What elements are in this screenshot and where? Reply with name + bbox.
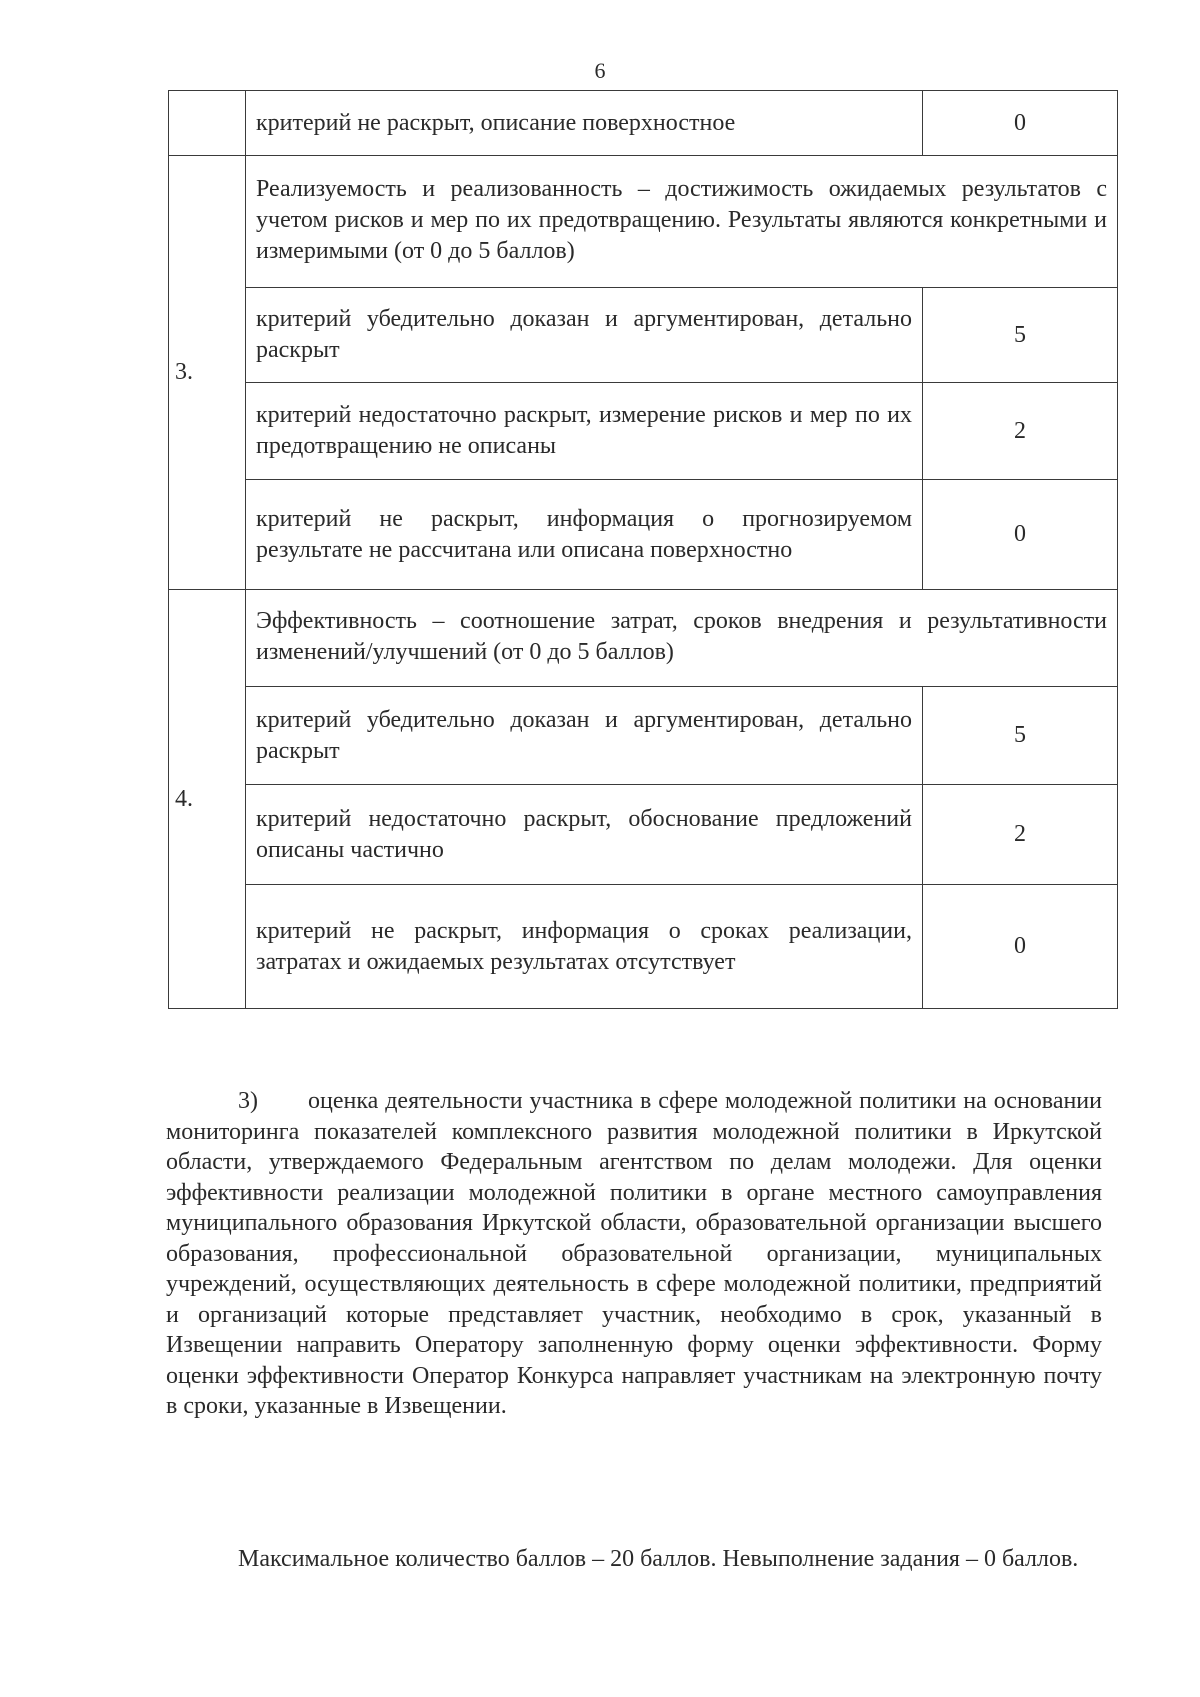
- criterion-description: критерий недостаточно раскрыт, обоснование предложений описаны частично: [246, 785, 923, 885]
- page-number: 6: [594, 58, 606, 83]
- criterion-score: 2: [923, 383, 1118, 480]
- criterion-description: критерий не раскрыт, описание поверхностное: [246, 91, 923, 156]
- table-row: [169, 156, 1118, 288]
- criterion-header: Эффективность – соотношение затрат, сроков внедрения и результативности изменений/улучшений (от 0 до 5 баллов): [246, 590, 1118, 687]
- table-row: [169, 687, 1118, 785]
- paragraph-max-score: Максимальное количество баллов – 20 баллов. Невыполнение задания – 0 баллов.: [238, 1546, 1079, 1572]
- table-row: [169, 383, 1118, 480]
- criterion-description: критерий убедительно доказан и аргументирован, детально раскрыт: [246, 687, 923, 785]
- table-row: [169, 288, 1118, 383]
- criterion-description: критерий не раскрыт, информация о прогнозируемом результате не рассчитана или описана поверхностно: [246, 480, 923, 590]
- paragraph-item-3: [166, 1086, 1102, 1422]
- criterion-score: 5: [923, 687, 1118, 785]
- table-row: [169, 590, 1118, 687]
- criterion-score: 0: [923, 91, 1118, 156]
- criterion-score: 2: [923, 785, 1118, 885]
- criterion-score: 0: [923, 885, 1118, 1009]
- criterion-description: критерий недостаточно раскрыт, измерение рисков и мер по их предотвращению не описаны: [246, 383, 923, 480]
- criterion-description: критерий не раскрыт, информация о сроках реализации, затратах и ожидаемых результатах отсутствует: [246, 885, 923, 1009]
- criteria-table: [168, 90, 1118, 1009]
- criterion-score: 5: [923, 288, 1118, 383]
- criterion-header: Реализуемость и реализованность – достижимость ожидаемых результатов с учетом рисков и мер по их предотвращению. Результаты являются конкретными и измеримыми (от 0 до 5 баллов): [246, 156, 1118, 288]
- table-row: [169, 785, 1118, 885]
- criterion-score: 0: [923, 480, 1118, 590]
- criterion-number-cell: [169, 91, 246, 156]
- criterion-number: 4.: [169, 590, 246, 1009]
- criterion-number: 3.: [169, 156, 246, 590]
- list-item-number: 3): [238, 1088, 258, 1114]
- table-row: [169, 480, 1118, 590]
- table-row: [169, 91, 1118, 156]
- table-row: [169, 885, 1118, 1009]
- paragraph-text: оценка деятельности участника в сфере молодежной политики на основании мониторинга показателей комплексного развития молодежной политики в Иркутской области, утверждаемого Федеральным агентством по делам молодежи. Для оценки эффективности реализации молодежной политики в органе местного самоуправления муниципального образования Иркутской области, образовательной организации высшего образования, профессиональной образовательной организации, муниципальных учреждений, осуществляющих деятельность в сфере молодежной политики, предприятий и организаций которые представляет участник, необходимо в срок, указанный в Извещении направить Оператору заполненную форму оценки эффективности. Форму оценки эффективности Оператор Конкурса направляет участникам на электронную почту в сроки, указанные в Извещении.: [166, 1088, 1102, 1419]
- criterion-description: критерий убедительно доказан и аргументирован, детально раскрыт: [246, 288, 923, 383]
